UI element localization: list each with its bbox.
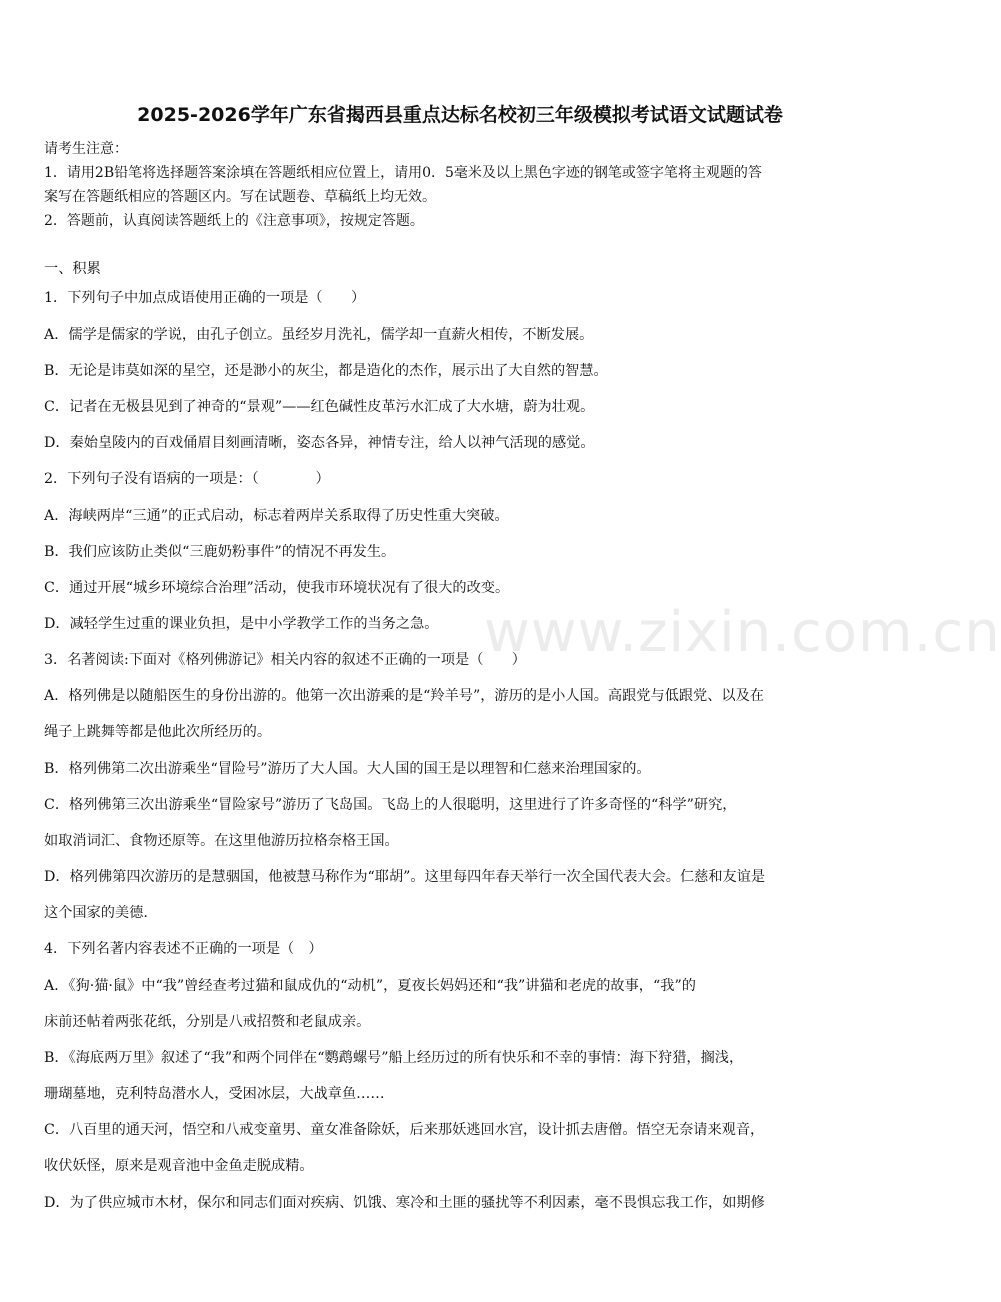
question-4-option-a-line-1: A．《狗·猫·鼠》中“我”曾经查考过猫和鼠成仇的“动机”，夏夜长妈妈还和“我”讲猫和老虎的故事，“我”的: [44, 978, 696, 994]
question-4-option-c-line-1: C．八百里的通天河，悟空和八戒变童男、童女准备除妖，后来那妖逃回水宫，设计抓去唐僧。悟空无奈请来观音，: [44, 1122, 765, 1138]
notice-item-1-line-2: 案写在答题纸相应的答题区内。写在试题卷、草稿纸上均无效。: [44, 189, 436, 205]
question-1-stem: 1．下列句子中加点成语使用正确的一项是（ ）: [44, 290, 366, 306]
question-1-option-c: C．记者在无极县见到了神奇的“景观”——红色碱性皮革污水汇成了大水塘，蔚为壮观。: [44, 399, 595, 415]
question-4-stem: 4．下列名著内容表述不正确的一项是（ ）: [44, 941, 323, 957]
question-3-option-d-line-1: D．格列佛第四次游历的是慧骃国，他被慧马称作为“耶胡”。这里每四年春天举行一次全国代表大会。仁慈和友谊是: [44, 869, 766, 885]
page-title: 2025-2026学年广东省揭西县重点达标名校初三年级模拟考试语文试题试卷: [137, 104, 783, 126]
question-4-option-b-line-1: B．《海底两万里》叙述了“我”和两个同伴在“鹦鹉螺号”船上经历过的所有快乐和不幸的事情：海下狩猎，搁浅，: [44, 1050, 744, 1066]
notice-heading: 请考生注意：: [44, 141, 128, 157]
question-3-stem: 3．名著阅读:下面对《格列佛游记》相关内容的叙述不正确的一项是（ ）: [44, 652, 526, 668]
question-1-option-b: B．无论是讳莫如深的星空，还是渺小的灰尘，都是造化的杰作，展示出了大自然的智慧。: [44, 363, 608, 379]
question-2-stem: 2．下列句子没有语病的一项是：（ ）: [44, 471, 330, 487]
question-3-option-d-line-2: 这个国家的美德.: [44, 905, 148, 921]
notice-item-2: 2．答题前，认真阅读答题纸上的《注意事项》，按规定答题。: [44, 213, 424, 229]
question-3-option-c-line-2: 如取消词汇、食物还原等。在这里他游历拉格奈格王国。: [44, 833, 399, 849]
question-3-option-b: B．格列佛第二次出游乘坐“冒险号”游历了大人国。大人国的国王是以理智和仁慈来治理国家的。: [44, 761, 651, 777]
watermark: www.zixin.com.cn: [484, 600, 1001, 665]
question-4-option-b-line-2: 珊瑚墓地，克利特岛潜水人，受困冰层，大战章鱼……: [44, 1086, 385, 1102]
question-1-option-d: D．秦始皇陵内的百戏俑眉目刻画清晰，姿态各异，神情专注，给人以神气活现的感觉。: [44, 435, 595, 451]
question-4-option-a-line-2: 床前还帖着两张花纸，分别是八戒招赘和老鼠成亲。: [44, 1014, 371, 1030]
question-3-option-a-line-1: A．格列佛是以随船医生的身份出游的。他第一次出游乘的是“羚羊号”，游历的是小人国。高跟党与低跟党、以及在: [44, 688, 764, 704]
question-3-option-c-line-1: C．格列佛第三次出游乘坐“冒险家号”游历了飞岛国。飞岛上的人很聪明，这里进行了许多奇怪的“科学”研究，: [44, 797, 737, 813]
question-4-option-d-line-1: D．为了供应城市木材，保尔和同志们面对疾病、饥饿、寒冷和土匪的骚扰等不利因素，毫不畏惧忘我工作，如期修: [44, 1195, 765, 1211]
question-2-option-a: A．海峡两岸“三通”的正式启动，标志着两岸关系取得了历史性重大突破。: [44, 508, 509, 524]
question-3-option-a-line-2: 绳子上跳舞等都是他此次所经历的。: [44, 724, 272, 740]
question-2-option-b: B．我们应该防止类似“三鹿奶粉事件”的情况不再发生。: [44, 544, 396, 560]
section-heading: 一、积累: [44, 261, 101, 277]
question-2-option-c: C．通过开展“城乡环境综合治理”活动，使我市环境状况有了很大的改变。: [44, 580, 510, 596]
question-4-option-c-line-2: 收伏妖怪，原来是观音池中金鱼走脱成精。: [44, 1158, 314, 1174]
question-1-option-a: A．儒学是儒家的学说，由孔子创立。虽经岁月洗礼，儒学却一直薪火相传，不断发展。: [44, 327, 594, 343]
question-2-option-d: D．减轻学生过重的课业负担，是中小学教学工作的当务之急。: [44, 616, 439, 632]
notice-item-1-line-1: 1．请用2B铅笔将选择题答案涂填在答题纸相应位置上，请用0．5毫米及以上黑色字迹的钢笔或签字笔将主观题的答: [44, 165, 762, 181]
